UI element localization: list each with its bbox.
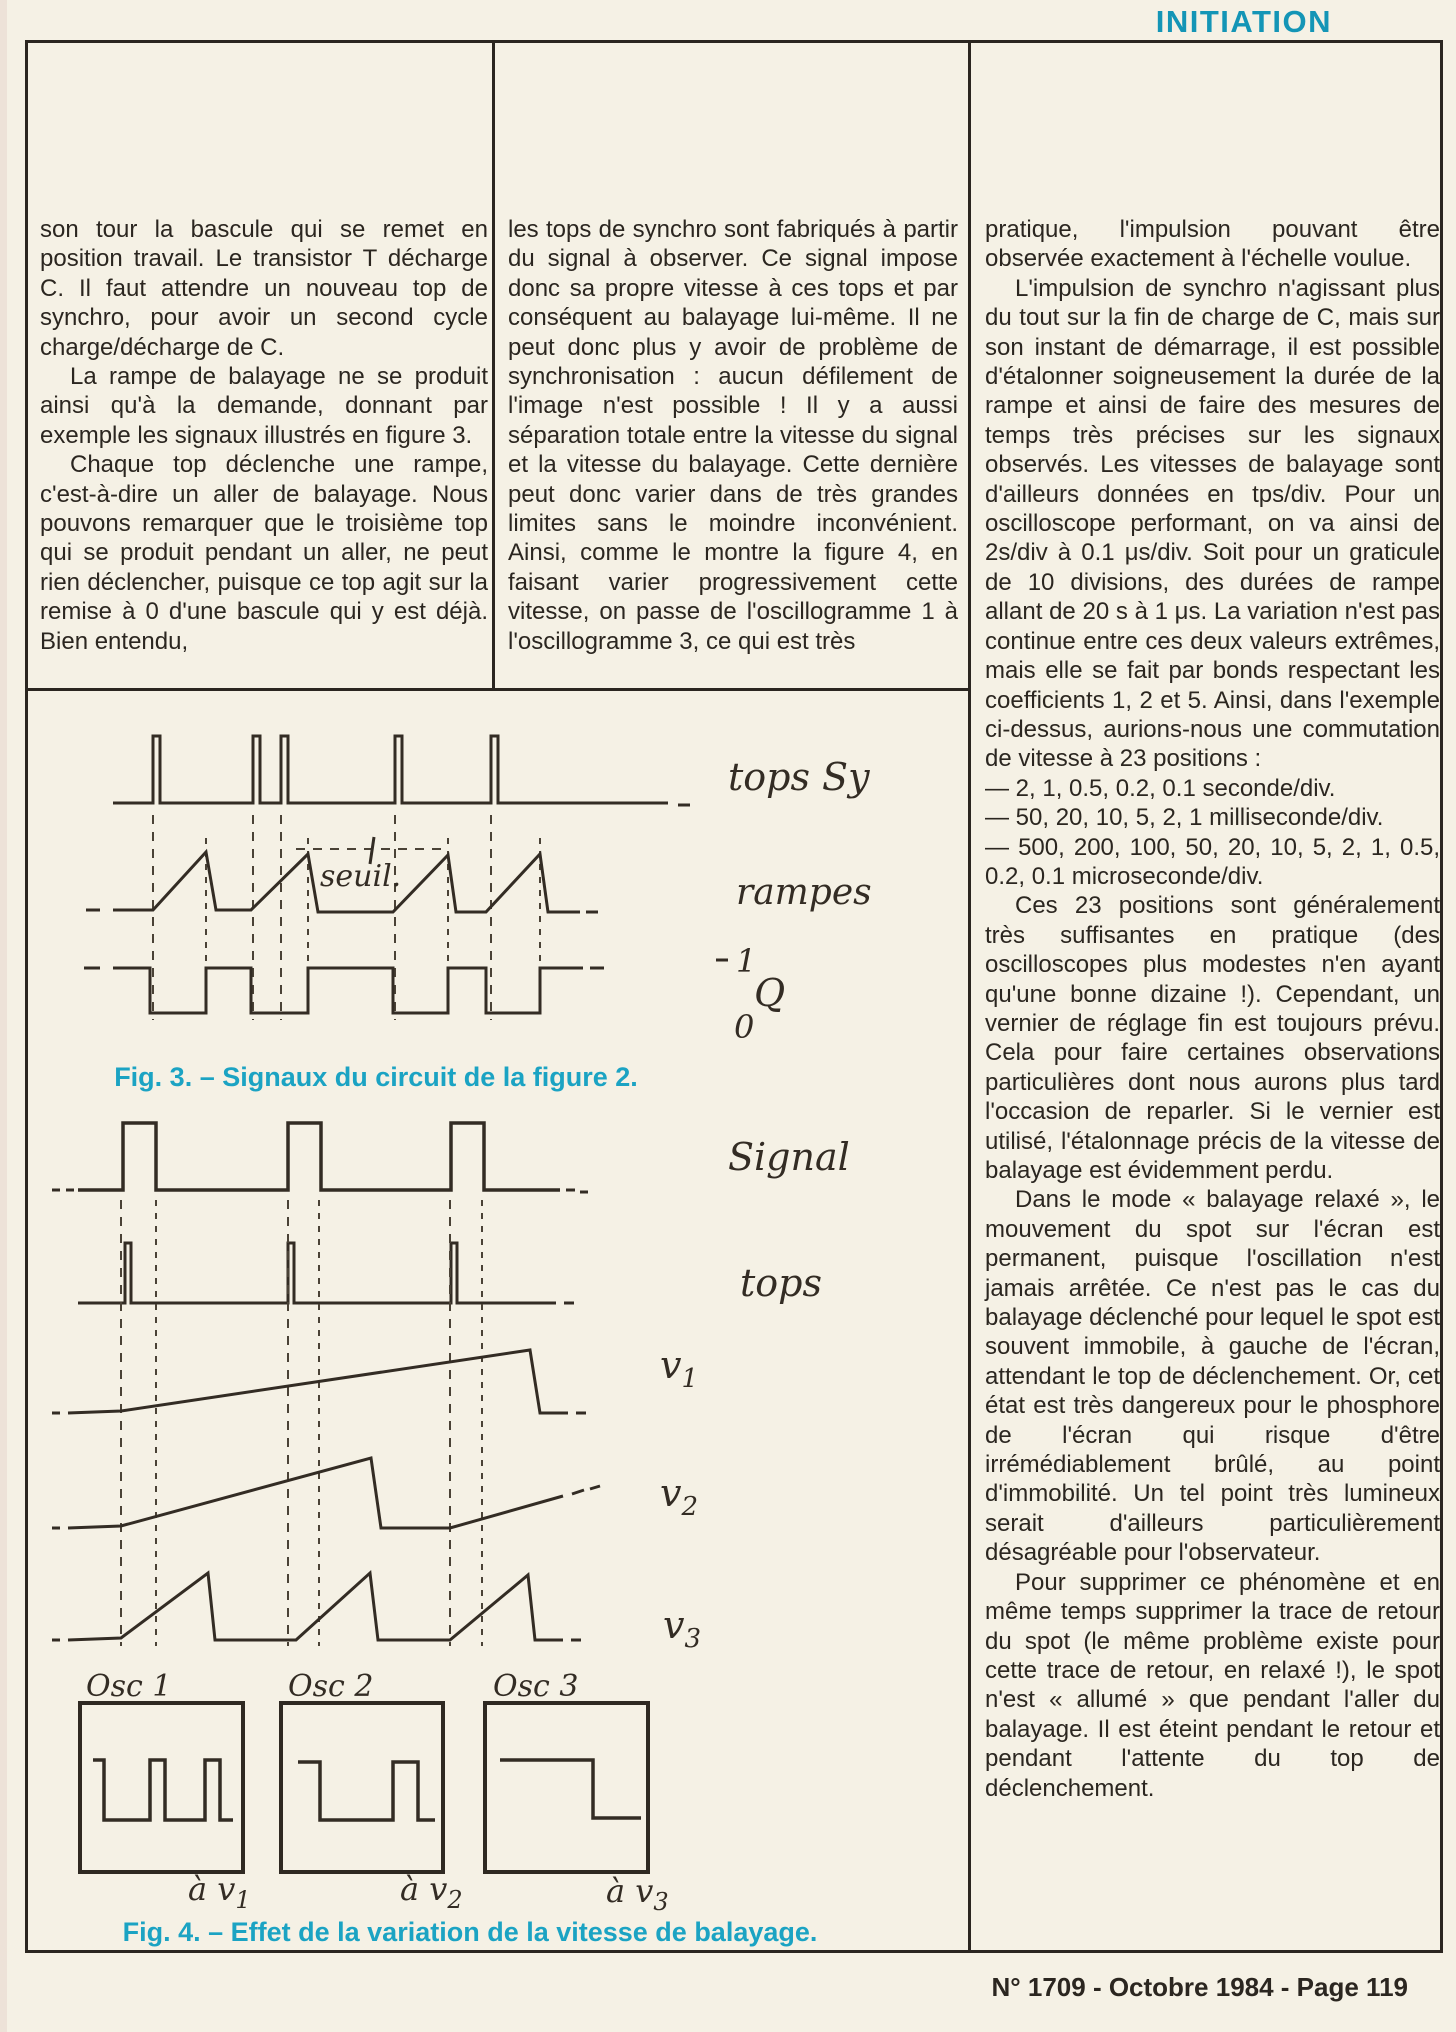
fig4-signal-waveform [78, 1123, 560, 1190]
paragraph: les tops de synchro sont fabriqués à partir du signal à observer. Ce signal impose donc sa propre vitesse à ces tops et par conséquent au balayage lui-même. Il ne peut donc plus y avoir de problème de synchronisation : aucun défilement de l'image n'est possible ! Il y a aussi séparation totale entre la vitesse du signal et la vitesse du balayage. Cette dernière peut donc varier dans de très grandes limites sans le moindre inconvénient. Ainsi, comme le montre la figure 4, en faisant varier progressivement cette vitesse, on passe de l'oscillogramme 1 à l'oscillogramme 3, ce qui est très [508, 216, 958, 655]
fig4-signal-label: Signal [728, 1135, 850, 1179]
fig4-tops-label: tops [740, 1261, 822, 1305]
fig3-q-waveform [113, 968, 583, 1013]
fig3-q-label: Q [754, 971, 786, 1015]
page-footer: N° 1709 - Octobre 1984 - Page 119 [991, 1972, 1408, 2002]
paragraph: son tour la bascule qui se remet en position travail. Le transistor T décharge C. Il faut attendre un nouveau top de synchro, pour avoir un second cycle charge/décharge de C. [40, 216, 488, 361]
fig3-seuil-label: seuil. [320, 859, 402, 894]
text-column-2 [508, 215, 958, 656]
fig4-osc2-caption: à $v_2$ [400, 1870, 463, 1914]
fig4-guide-lines [121, 1200, 482, 1646]
fig3-level-one-label: 1 [736, 942, 757, 980]
fig4-v2-waveform [68, 1458, 563, 1528]
fig4-osc3-trace [500, 1760, 641, 1818]
fig4-osc1-trace [93, 1760, 233, 1820]
fig4-v3-label: $v_3$ [663, 1603, 702, 1654]
fig4-v2-end-dashes [572, 1486, 600, 1494]
content-frame [25, 40, 1443, 1953]
fig4-v3-waveform [68, 1573, 563, 1640]
fig3-rampes-label: rampes [736, 872, 872, 913]
section-title: INITIATION [1155, 4, 1332, 39]
fig3-level-zero-label: 0 [734, 1008, 755, 1046]
fig4-v2-label: $v_2$ [660, 1471, 699, 1522]
fig3-caption: Fig. 3. – Signaux du circuit de la figure 2. [114, 1062, 638, 1092]
paragraph: Pour supprimer ce phénomène et en même temps supprimer la trace de retour du spot (le même problème existe pour cette trace de retour, en relaxé !), le spot n'est « allumé » que pendant l'aller du balayage. Il est éteint pendant le retour et pendant l'attente du top de déclenchement. [985, 1568, 1440, 1802]
paragraph: L'impulsion de synchro n'agissant plus du tout sur la fin de charge de C, mais sur son instant de démarrage, il est possible d'étalonner soigneusement la durée de la rampe et ainsi de faire des mesures de temps très précises sur les signaux observés. Les vitesses de balayage sont d'ailleurs données en tps/div. Pour un oscilloscope performant, on va ainsi de 2s/div à 0.1 μs/div. Soit pour un graticule de 10 divisions, des durées de rampe allant de 20 s à 1 μs. La variation n'est pas continue entre ces deux valeurs extrêmes, mais elle se fait par bonds respectant les coefficients 1, 2 et 5. Ainsi, dans l'exemple ci-dessus, aurions-nous une commutation de vitesse à 23 positions : [985, 274, 1440, 773]
list-item: — 2, 1, 0.5, 0.2, 0.1 seconde/div. [985, 774, 1336, 802]
fig3-tops-sy-label: tops Sy [728, 755, 870, 799]
fig4-osc3-caption: à $v_3$ [606, 1872, 669, 1916]
fig4-osc3-screen [485, 1703, 648, 1872]
column-divider-2 [968, 43, 971, 1950]
paragraph: Dans le mode « balayage relaxé », le mouvement du spot sur l'écran est permanent, puisque l'oscillation n'est jamais arrêtée. Ce n'est pas le cas du balayage déclenché pour lequel le spot est souvent immobile, à gauche de l'écran, attendant le top de déclenchement. Or, cet état est très dangereux pour le phosphore de l'écran qui risque d'être irrémédiablement brûlé, au point d'immobilité. Un tel point très lumineux serait d'ailleurs particulièrement désagréable pour l'observateur. [985, 1186, 1440, 1567]
fig3-tops-sy-waveform [113, 736, 668, 803]
fig4-osc2-title: Osc 2 [288, 1669, 374, 1704]
text-column-3 [985, 215, 1440, 1803]
fig4-osc3-title: Osc 3 [493, 1669, 579, 1704]
paragraph: La rampe de balayage ne se produit ainsi qu'à la demande, donnant par exemple les signaux illustrés en figure 3. [40, 363, 488, 449]
paragraph: Chaque top déclenche une rampe, c'est-à-dire un aller de balayage. Nous pouvons remarquer que le troisième top qui se produit pendant un aller, ne peut rien déclencher, puisque ce top agit sur la remise à 0 d'une bascule qui y est déjà. Bien entendu, [40, 451, 488, 655]
paragraph: Ces 23 positions sont généralement très suffisantes en pratique (des oscilloscopes plus modestes n'en ayant qu'une bonne dizaine !). Cependant, un vernier de réglage fin est toujours prévu. Cela pour faire certaines observations particulières dont nous aurons plus tard l'occasion de reparler. Si le vernier est utilisé, l'étalonnage précis de la vitesse de balayage est évidemment perdu. [985, 892, 1440, 1184]
fig4-osc1-title: Osc 1 [86, 1669, 172, 1704]
list-item: — 500, 200, 100, 50, 20, 10, 5, 2, 1, 0.5, 0.2, 0.1 microseconde/div. [985, 833, 1440, 890]
fig3-guide-lines [153, 815, 540, 1020]
paragraph: pratique, l'impulsion pouvant être observée exactement à l'échelle voulue. [985, 216, 1440, 273]
fig4-tops-waveform [78, 1243, 556, 1303]
column-divider-1 [492, 43, 495, 688]
fig4-osc1-caption: à $v_1$ [188, 1870, 251, 1914]
text-column-1 [40, 215, 488, 656]
figures-3-and-4 [28, 688, 966, 1950]
list-item: — 50, 20, 10, 5, 2, 1 milliseconde/div. [985, 804, 1384, 832]
fig4-caption: Fig. 4. – Effet de la variation de la vitesse de balayage. [122, 1917, 818, 1947]
fig4-osc2-trace [298, 1762, 435, 1820]
fig4-v1-label: $v_1$ [660, 1343, 699, 1394]
